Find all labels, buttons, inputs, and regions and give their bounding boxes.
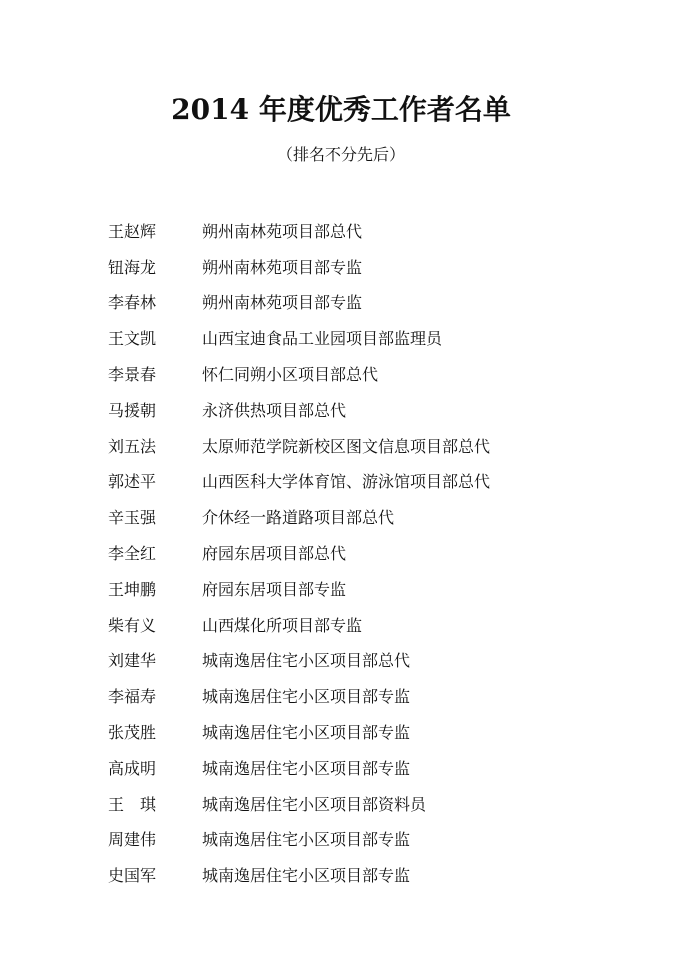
list-item <box>108 500 628 536</box>
list-item <box>108 787 628 823</box>
list-item <box>108 321 628 357</box>
awardee-name: 刘五法 <box>108 436 157 456</box>
awardee-role: 怀仁同朔小区项目部总代 <box>202 365 379 385</box>
awardee-role: 城南逸居住宅小区项目部资料员 <box>202 794 427 814</box>
list-item <box>108 751 628 787</box>
page-title: 2014 年度优秀工作者名单 <box>171 93 511 126</box>
list-item <box>108 715 628 751</box>
list-item <box>108 393 628 429</box>
awardee-name: 辛玉强 <box>108 508 157 528</box>
awardee-role: 山西医科大学体育馆、游泳馆项目部总代 <box>202 472 491 492</box>
awardee-name: 钮海龙 <box>108 257 157 277</box>
awardee-name: 李全红 <box>108 544 157 564</box>
list-item <box>108 536 628 572</box>
awardee-name: 李春林 <box>108 293 157 313</box>
awardee-role: 城南逸居住宅小区项目部专监 <box>202 758 411 778</box>
awardee-name: 史国军 <box>108 866 157 886</box>
awardee-name: 李景春 <box>108 365 157 385</box>
list-item <box>108 644 628 680</box>
awardee-role: 永济供热项目部总代 <box>202 400 347 420</box>
list-item <box>108 823 628 859</box>
awardee-role: 府园东居项目部专监 <box>202 579 347 599</box>
awardee-role: 府园东居项目部总代 <box>202 544 347 564</box>
awardee-role: 城南逸居住宅小区项目部专监 <box>202 723 411 743</box>
list-item <box>108 679 628 715</box>
awardee-role: 城南逸居住宅小区项目部总代 <box>202 651 411 671</box>
list-item <box>108 357 628 393</box>
awardee-role: 城南逸居住宅小区项目部专监 <box>202 866 411 886</box>
list-item <box>108 214 628 250</box>
awardee-role: 山西煤化所项目部专监 <box>202 615 363 635</box>
awardee-name: 周建伟 <box>108 830 157 850</box>
awardee-name: 高成明 <box>108 758 157 778</box>
awardee-name: 王坤鹏 <box>108 579 157 599</box>
awardee-role: 太原师范学院新校区图文信息项目部总代 <box>202 436 491 456</box>
awardee-name: 王赵辉 <box>108 221 157 241</box>
awardee-role: 城南逸居住宅小区项目部专监 <box>202 687 411 707</box>
awardee-list <box>108 214 628 894</box>
awardee-name: 张茂胜 <box>108 723 157 743</box>
awardee-role: 朔州南林苑项目部专监 <box>202 293 363 313</box>
page-subtitle: （排名不分先后） <box>276 145 405 164</box>
awardee-name: 柴有义 <box>108 615 157 635</box>
awardee-role: 山西宝迪食品工业园项目部监理员 <box>202 329 443 349</box>
awardee-name: 郭述平 <box>108 472 157 492</box>
awardee-name: 王文凯 <box>108 329 157 349</box>
list-item <box>108 572 628 608</box>
list-item <box>108 286 628 322</box>
awardee-role: 朔州南林苑项目部专监 <box>202 257 363 277</box>
list-item <box>108 858 628 894</box>
list-item <box>108 465 628 501</box>
list-item <box>108 429 628 465</box>
awardee-role: 介休经一路道路项目部总代 <box>202 508 395 528</box>
list-item <box>108 608 628 644</box>
awardee-name: 王 琪 <box>108 794 157 814</box>
awardee-name: 李福寿 <box>108 687 157 707</box>
awardee-name: 马援朝 <box>108 400 157 420</box>
awardee-name: 刘建华 <box>108 651 157 671</box>
list-item <box>108 250 628 286</box>
awardee-role: 城南逸居住宅小区项目部专监 <box>202 830 411 850</box>
awardee-role: 朔州南林苑项目部总代 <box>202 221 363 241</box>
